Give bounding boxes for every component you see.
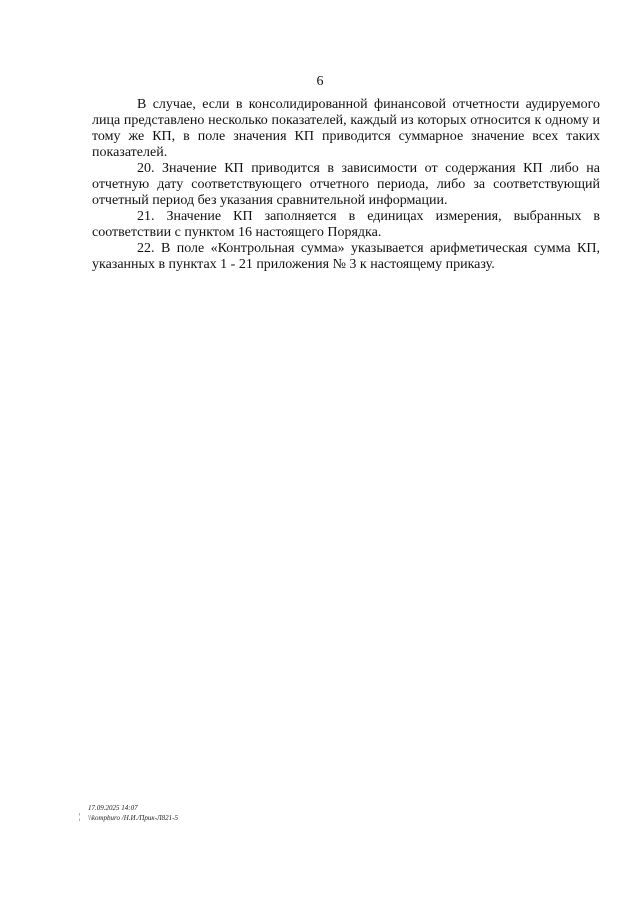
page-number: 6 [316,74,324,89]
paragraph-22: 22. В поле «Контрольная сумма» указывается арифметическая сумма КП, указанных в пунктах 1 - 21 приложения № 3 к настоящему приказу. [92,241,600,272]
paragraph-20: 20. Значение КП приводится в зависимости от содержания КП либо на отчетную дату соответствующего отчетного периода, либо за соответствующий отчетный период без указания сравнительной информации. [92,161,600,208]
document-body [92,97,600,273]
paragraph: В случае, если в консолидированной финансовой отчетности аудируемого лица представлено несколько показателей, каждый из которых относится к одному и тому же КП, в поле значения КП приводится суммарное значение всех таких показателей. [92,97,600,160]
footer-file-reference: \\kompburo /Н.И./Прик-Л821-5 [88,814,178,822]
paragraph-21: 21. Значение КП заполняется в единицах измерения, выбранных в соответствии с пунктом 16 настоящего Порядка. [92,209,600,240]
footer-timestamp: 17.09.2025 14:07 [88,804,138,812]
document-footer [88,803,178,823]
footer-bracket-mark: ¦ [79,812,81,821]
